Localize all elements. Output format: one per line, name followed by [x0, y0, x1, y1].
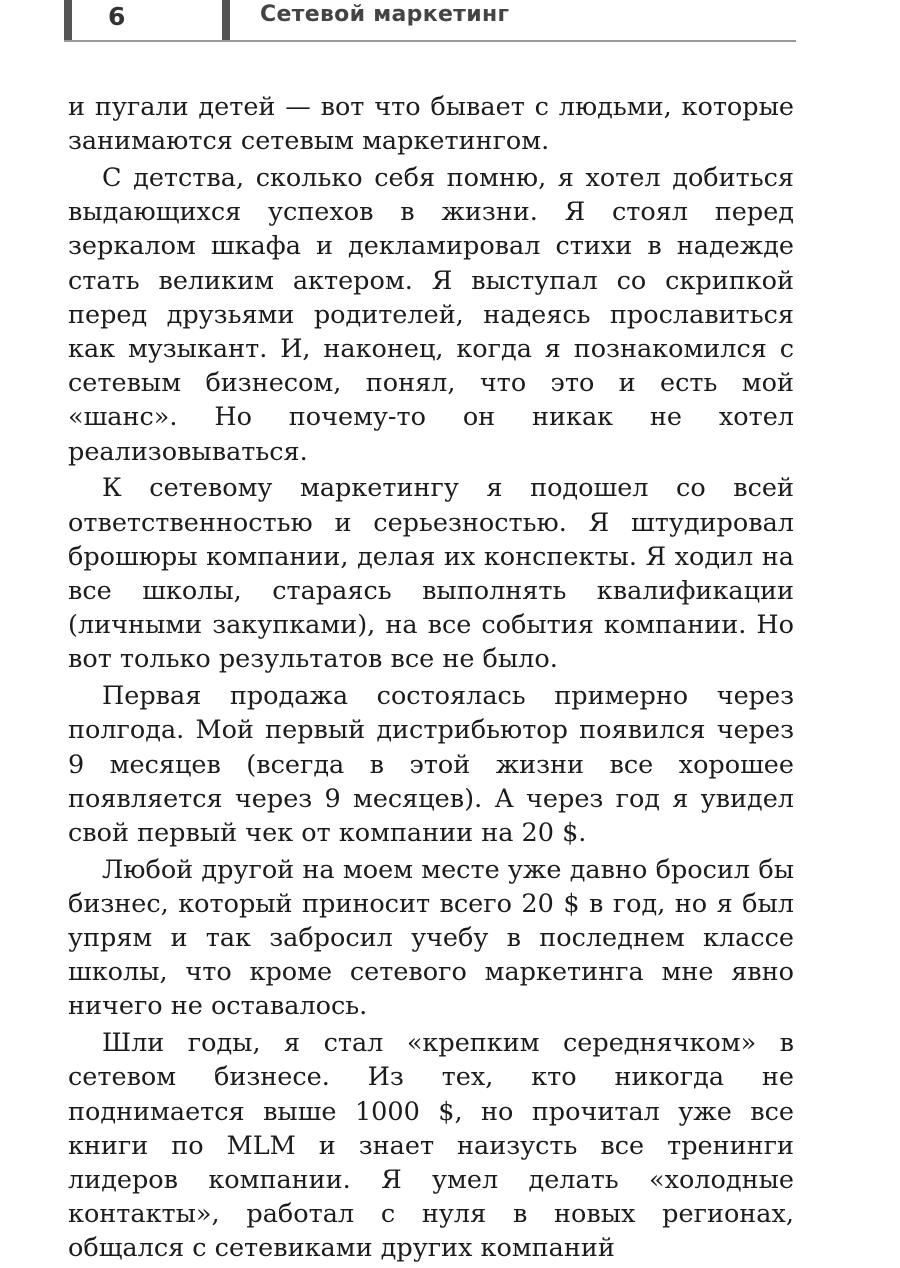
paragraph: К сетевому маркетингу я подошел со всей ответственностью и серьезностью. Я штудировал брошюры компании, делая их конспекты. Я ходил на все школы, стараясь выполнять квалификации (личными закупками), на все события компании. Но вот только результатов все не было.: [68, 473, 794, 675]
paragraph: Шли годы, я стал «крепким середнячком» в сетевом бизнесе. Из тех, кто никогда не поднимается выше 1000 $, но прочитал уже все книги по MLM и знает наизусть все тренинги лидеров компании. Я умел делать «холодные контакты», работал с нуля в новых регионах, общался с сетевиками других компаний: [68, 1028, 794, 1264]
header-left-bar: [64, 0, 72, 40]
page-body: [68, 90, 794, 1268]
header-divider-bar: [222, 0, 230, 40]
paragraph: Любой другой на моем месте уже давно бросил бы бизнес, который приносит всего 20 $ в год, но я был упрям и так забросил учебу в последнем классе школы, что кроме сетевого маркетинга мне явно ничего не оставалось.: [68, 854, 794, 1022]
page-number: 6: [108, 2, 126, 31]
paragraph: и пугали детей — вот что бывает с людьми, которые занимаются сетевым маркетингом.: [68, 92, 794, 157]
running-title: Сетевой маркетинг: [260, 2, 510, 27]
header-rule: [64, 40, 796, 42]
paragraph: Первая продажа состоялась примерно через полгода. Мой первый дистрибьютор появился через 9 месяцев (всегда в этой жизни все хорошее появляется через 9 месяцев). А через год я увидел свой первый чек от компании на 20 $.: [68, 681, 794, 848]
page-header: [64, 0, 796, 44]
paragraph: С детства, сколько себя помню, я хотел добиться выдающихся успехов в жизни. Я стоял перед зеркалом шкафа и декламировал стихи в надежде стать великим актером. Я выступал со скрипкой перед друзьями родителей, надеясь прославиться как музыкант. И, наконец, когда я познакомился с сетевым бизнесом, понял, что это и есть мой «шанс». Но почему-то он никак не хотел реализовываться.: [68, 162, 794, 467]
